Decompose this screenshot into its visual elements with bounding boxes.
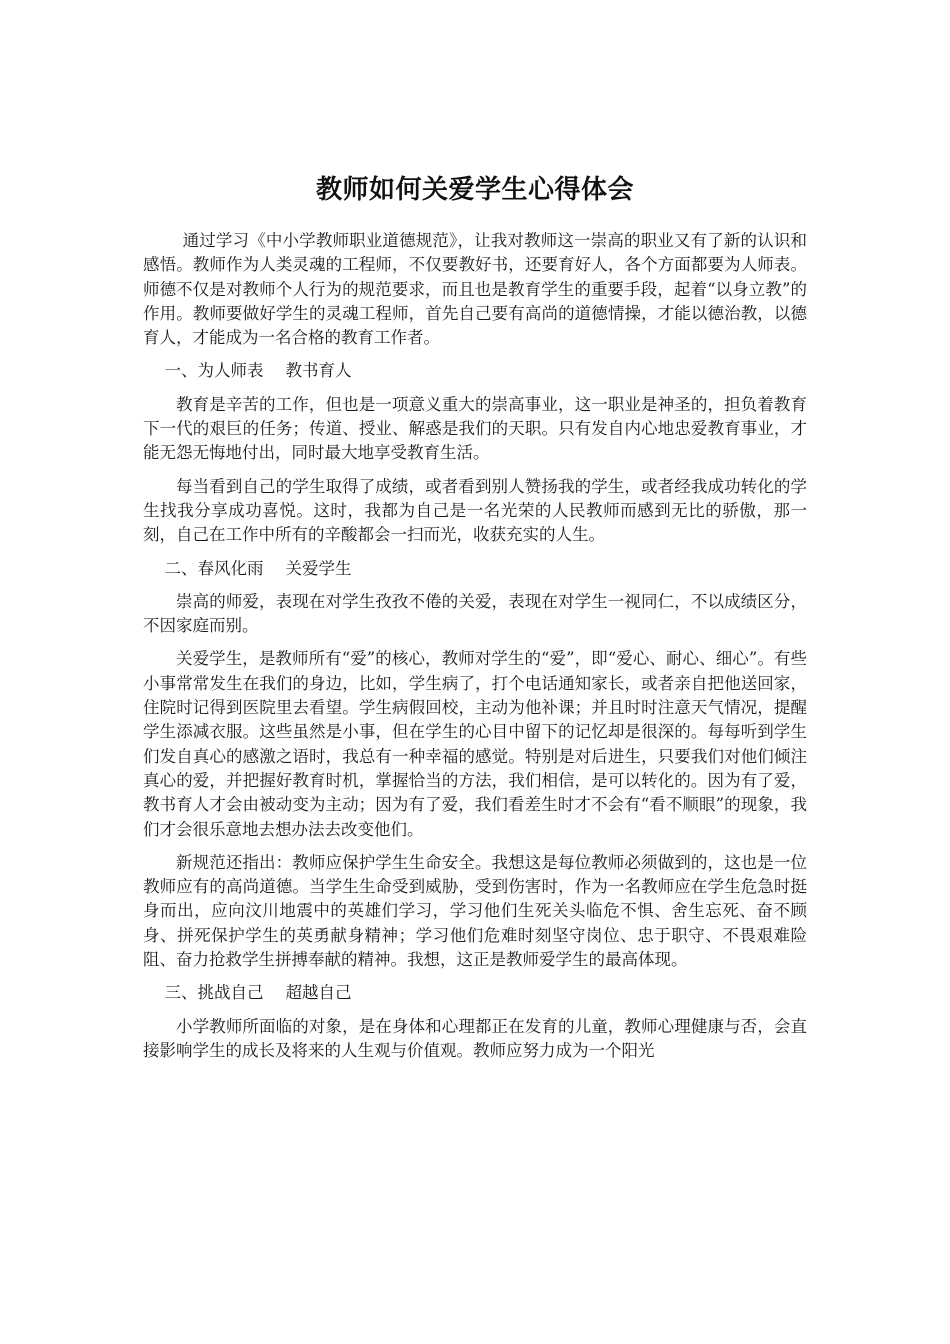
section2-paragraph-2: 关爱学生，是教师所有“爱”的核心，教师对学生的“爱”，即“爱心、耐心、细心”。有些小事常常发生在我们的身边，比如，学生病了，打个电话通知家长，或者亲自把他送回家，住院时记得到医院里去看望。学生病假回校，主动为他补课；并且时时注意天气情况，提醒学生添减衣服。这些虽然是小事，但在学生的心目中留下的记忆却是很深的。每每听到学生们发自真心的感激之语时，我总有一种幸福的感觉。特别是对后进生，只要我们对他们倾注真心的爱，并把握好教育时机，掌握恰当的方法，我们相信，是可以转化的。因为有了爱，教书育人才会由被动变为主动；因为有了爱，我们看差生时才不会有“看不顺眼”的现象，我们才会很乐意地去想办法去改变他们。 (143, 649, 807, 839)
section-heading-2-part-b: 关爱学生 (285, 558, 352, 578)
section3-paragraph-1: 小学教师所面临的对象，是在身体和心理都正在发育的儿童，教师心理健康与否，会直接影响学生的成长及将来的人生观与价值观。教师应努力成为一个阳光 (143, 1016, 807, 1060)
section-heading-1-part-a: 一、为人师表 (164, 361, 264, 381)
document-title: 教师如何关爱学生心得体会 (315, 175, 634, 205)
section-heading-2-part-a: 二、春风化雨 (164, 558, 264, 578)
section1-paragraph-1: 教育是辛苦的工作，但也是一项意义重大的崇高事业，这一职业是神圣的，担负着教育下一代的艰巨的任务；传道、授业、解惑是我们的天职。只有发自内心地忠爱教育事业，才能无怨无悔地付出，同时最大地享受教育生活。 (143, 394, 807, 463)
section2-paragraph-1: 崇高的师爱，表现在对学生孜孜不倦的关爱，表现在对学生一视同仁，不以成绩区分，不因家庭而别。 (143, 591, 807, 636)
document-body (143, 229, 807, 1072)
section-heading-1-part-b: 教书育人 (285, 361, 352, 381)
section-heading-2 (143, 557, 807, 581)
section-heading-3-part-a: 三、挑战自己 (164, 983, 264, 1003)
section-heading-1 (143, 359, 807, 383)
section2-paragraph-3: 新规范还指出：教师应保护学生生命安全。我想这是每位教师必须做到的，这也是一位教师应有的高尚道德。当学生生命受到威胁，受到伤害时，作为一名教师应在学生危急时挺身而出，应向汶川地震中的英雄们学习，学习他们生死关头临危不惧、舍生忘死、奋不顾身、拼死保护学生的英勇献身精神；学习他们危难时刻坚守岗位、忠于职守、不畏艰难险阻、奋力抢救学生拼搏奉献的精神。我想，这正是教师爱学生的最高体现。 (143, 852, 807, 970)
section-heading-3-part-b: 超越自己 (285, 983, 352, 1003)
section-heading-3 (143, 981, 807, 1005)
section1-paragraph-2: 每当看到自己的学生取得了成绩，或者看到别人赞扬我的学生，或者经我成功转化的学生找我分享成功喜悦。这时，我都为自己是一名光荣的人民教师而感到无比的骄傲，那一刻，自己在工作中所有的辛酸都会一扫而光，收获充实的人生。 (143, 476, 807, 545)
intro-paragraph: 通过学习《中小学教师职业道德规范》，让我对教师这一崇高的职业又有了新的认识和感悟。教师作为人类灵魂的工程师，不仅要教好书，还要育好人，各个方面都要为人师表。师德不仅是对教师个人行为的规范要求，而且也是教育学生的重要手段，起着“以身立教”的作用。教师要做好学生的灵魂工程师，首先自己要有高尚的道德情操，才能以德治教，以德育人，才能成为一名合格的教育工作者。 (143, 231, 807, 348)
